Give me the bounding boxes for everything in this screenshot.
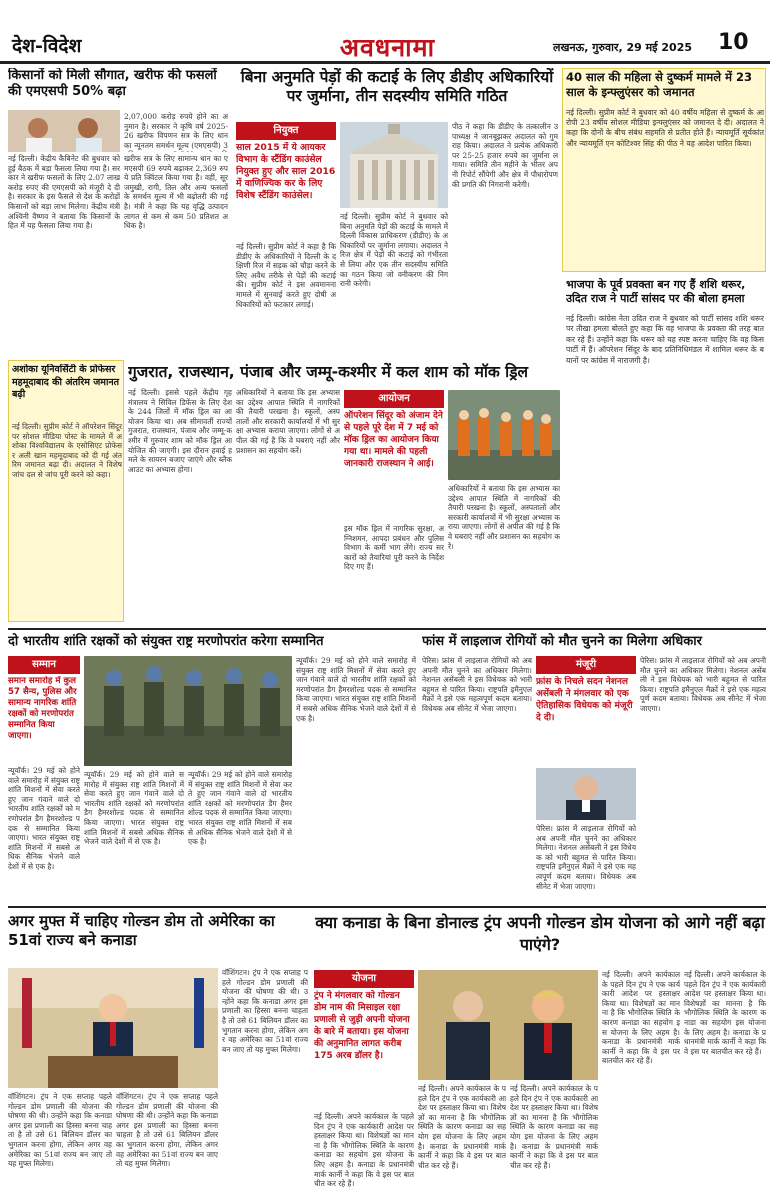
article-msp-body-lead: 2,07,000 करोड़ रुपये होने का अनुमान है। सरकार ने कृषि वर्ष 2025-26 खरीफ विपणन सत्र के लिए धान का न्यूनतम समर्थन मूल्य (एमएसपी) 3 [124,112,228,150]
article-msp-body-continued: खरीफ सत्र के लिए सामान्य धान का एमएसपी 69 रुपये बढ़ाकर 2,369 रुपये प्रति क्विंटल किया गया है। वहीं, सूरजमुखी, रागी, तिल और अन्य फसलों के समर्थन मूल्य में भी बढ़ोतरी की गई है। मंत्री ने कहा कि यह वृद्धि उत्पादन लागत से कम से कम 50 प्रतिशत अधिक है। [124,154,228,231]
carney-trump-photo [418,970,598,1080]
article-trees-headline: बिना अनुमति पेड़ों की कटाई के लिए डीडीए अधिकारियों पर जुर्माना, तीन सदस्यीय समिति गठित [240,68,554,105]
article-goldendome-body-col3: वॉशिंगटन। ट्रंप ने एक सप्ताह पहले गोल्डन डोम प्रणाली की योजना की घोषणा की थी। उन्होंने कहा कि कनाडा अगर इस प्रणाली का हिस्सा बनना चाहता है तो उसे 61 बिलियन डॉलर का भुगतान करना होगा, लेकिन अगर वह अमेरिका का 51वां राज्य बन जाए तो यह मुफ्त मिलेगा। [222,968,308,1054]
article-france-body-continued: पेरिस। फ्रांस में लाइलाज रोगियों को अब अपनी मौत चुनने का अधिकार मिलेगा। नेशनल असेंबली ने इस विधेयक को भारी बहुमत से पारित किया। राष्ट्रपति इमैनुएल मैक्रों ने इसे एक महत्वपूर्ण कदम बताया। विधेयक अब सीनेट में भेजा जाएगा। [536,824,636,891]
article-canada-body-col4: नई दिल्ली। अपने कार्यकाल के पहले दिन ट्रंप ने एक कार्यकारी आदेश पर हस्ताक्षर किया था। विशेषज्ञों का मानना है कि भौगोलिक स्थिति के कारण कनाडा का सहयोग इस योजना के लिए अहम है। कनाडा के प्रधानमंत्री मार्क कार्नी ने कहा कि वे इस पर बातचीत कर रहे हैं। [602,970,680,1066]
label-niyukt: नियुक्त [236,122,336,140]
article-canada-body-col3: नई दिल्ली। अपने कार्यकाल के पहले दिन ट्रंप ने एक कार्यकारी आदेश पर हस्ताक्षर किया था। विशेषज्ञों का मानना है कि भौगोलिक स्थिति के कारण कनाडा का सहयोग इस योजना के लिए अहम है। कनाडा के प्रधानमंत्री मार्क कार्नी ने कहा कि वे इस पर बातचीत कर रहे हैं। [510,1084,598,1170]
supreme-court-photo [340,122,448,208]
article-france-body: पेरिस। फ्रांस में लाइलाज रोगियों को अब अपनी मौत चुनने का अधिकार मिलेगा। नेशनल असेंबली ने इस विधेयक को भारी बहुमत से पारित किया। राष्ट्रपति इमैनुएल मैक्रों ने इसे एक महत्वपूर्ण कदम बताया। विधेयक अब सीनेट में भेजा जाएगा। [422,656,532,713]
article-canada-body-continued: नई दिल्ली। अपने कार्यकाल के पहले दिन ट्रंप ने एक कार्यकारी आदेश पर हस्ताक्षर किया था। विशेषज्ञों का मानना है कि भौगोलिक स्थिति के कारण कनाडा का सहयोग इस योजना के लिए अहम है। कनाडा के प्रधानमंत्री मार्क कार्नी ने कहा कि वे इस पर बातचीत कर रहे हैं। [418,1084,506,1170]
section-title: देश-विदेश [12,35,82,57]
article-peacekeepers-highlight: समान समारोह में कुल 57 सैन्य, पुलिस और सामान्य नागरिक शांति रक्षकों को मरणोपरांत सम्मानित किया जाएगा। [8,676,77,741]
article-mockdrill-body-continued: अधिकारियों ने बताया कि इस अभ्यास का उद्देश्य आपात स्थिति में नागरिकों की तैयारी परखना है। स्कूलों, अस्पतालों और सरकारी कार्यालयों में भी सुरक्षा अभ्यास कराया जाएगा। लोगों से अपील की गई है कि वे घबराएं नहीं और प्रशासन का सहयोग करें। [236,388,340,455]
label-yojana: योजना [314,970,414,988]
article-canada-body-col5: नई दिल्ली। अपने कार्यकाल के पहले दिन ट्रंप ने एक कार्यकारी आदेश पर हस्ताक्षर किया था। विशेषज्ञों का मानना है कि भौगोलिक स्थिति के कारण कनाडा का सहयोग इस योजना के लिए अहम है। कनाडा के प्रधानमंत्री मार्क कार्नी ने कहा कि वे इस पर बातचीत कर रहे हैं। [684,970,766,1056]
article-mockdrill-body: नई दिल्ली। इससे पहले केंद्रीय गृह मंत्रालय ने सिविल डिफेंस के लिए देश के 244 जिलों में मॉक ड्रिल का आयोजन किया था। अब सीमावर्ती राज्यों गुजरात, राजस्थान, पंजाब और जम्मू-कश्मीर में गुरुवार शाम को मॉक ड्रिल आयोजित की जाएगी। इस दौरान हवाई हमले के सायरन बजाए जाएंगे और ब्लैकआउट का अभ्यास होगा। [128,388,232,474]
article-msp-body: नई दिल्ली। केंद्रीय कैबिनेट की बुधवार को हुई बैठक में बड़ा फैसला लिया गया है। सरकार ने खरीफ फसलों के लिए 2.07 लाख करोड़ रुपए की एमएसपी को मंजूरी दे दी है। सरकार के इस फैसले से देश के करोड़ों किसानों को बड़ा लाभ मिलेगा। केंद्रीय मंत्री अश्विनी वैष्णव ने बताया कि किसानों के हित में यह फैसला लिया गया है। [8,154,120,231]
article-trees-body: नई दिल्ली। सुप्रीम कोर्ट ने बुधवार को बिना अनुमति पेड़ों की कटाई के मामले में दिल्ली विकास प्राधिकरण (डीडीए) के अधिकारियों पर जुर्माना लगाया। अदालत ने रिज क्षेत्र में पेड़ों की कटाई को गंभीरता से लिया और एक तीन सदस्यीय समिति का गठन किया जो वनीकरण की निगरानी करेगी। [340,212,448,289]
peacekeepers-photo [84,656,292,766]
article-france-highlight: फ्रांस के निचले सदन नेशनल असेंबली ने मंगलवार को एक ऐतिहासिक विधेयक को मंजूरी दे दी। [536,677,633,723]
article-peacekeepers-body-continued: न्यूयॉर्क। 29 मई को होने वाले समारोह में संयुक्त राष्ट्र शांति मिशनों में सेवा करते हुए जान गंवाने वाले दो भारतीय शांति रक्षकों को मरणोपरांत डैग हैमरशोल्ड पदक से सम्मानित किया जाएगा। भारत संयुक्त राष्ट्र शांति मिशनों में सबसे अधिक सैनिक भेजने वाले देशों में से एक है। [84,770,184,847]
article-canada-body: नई दिल्ली। अपने कार्यकाल के पहले दिन ट्रंप ने एक कार्यकारी आदेश पर हस्ताक्षर किया था। विशेषज्ञों का मानना है कि भौगोलिक स्थिति के कारण कनाडा का सहयोग इस योजना के लिए अहम है। कनाडा के प्रधानमंत्री मार्क कार्नी ने कहा कि वे इस पर बातचीत कर रहे हैं। [314,1112,414,1189]
section-divider [8,628,766,630]
label-manjuri: मंजूरी [536,656,636,674]
article-sindoor-highlight: ऑपरेशन सिंदूर को अंजाम देने से पहले पूरे देश में 7 मई को मॉक ड्रिल का आयोजन किया गया था। मामले की पहली जानकारी राजस्थान ने आई। [344,411,443,469]
page-number: 10 [718,30,749,55]
article-mockdrill-headline: गुजरात, राजस्थान, पंजाब और जम्मू-कश्मीर में कल शाम को मॉक ड्रिल [128,363,528,381]
dateline: लखनऊ, गुरुवार, 29 मई 2025 [553,41,693,54]
article-peacekeepers-body-col4: न्यूयॉर्क। 29 मई को होने वाले समारोह में संयुक्त राष्ट्र शांति मिशनों में सेवा करते हुए जान गंवाने वाले दो भारतीय शांति रक्षकों को मरणोपरांत डैग हैमरशोल्ड पदक से सम्मानित किया जाएगा। भारत संयुक्त राष्ट्र शांति मिशनों में सबसे अधिक सैनिक भेजने वाले देशों में से एक है। [296,656,416,723]
article-bail-body: नई दिल्ली। सुप्रीम कोर्ट ने बुधवार को 40 वर्षीय महिला से दुष्कर्म के आरोपी 23 वर्षीय सोशल मीडिया इन्फ्लुएंसर को जमानत दे दी। अदालत ने कहा कि दोनों के बीच संबंध सहमति से प्रतीत होते हैं। न्यायमूर्ति सूर्यकांत और न्यायमूर्ति एन कोटिश्वर सिंह की पीठ ने यह आदेश पारित किया। [566,108,764,148]
article-appointment-highlight: साल 2015 में ये आयकर विभाग के स्टैंडिंग काउंसेल नियुक्त हुए और साल 2016 में वाणिज्यिक कर के लिए विशेष स्टैंडिंग काउंसेल। [236,142,336,201]
article-bail-headline: 40 साल की महिला से दुष्कर्म मामले में 23 साल के इन्फ्लुएंसर को जमानत [566,70,752,99]
article-trees-body-continued: पीठ ने कहा कि डीडीए के तत्कालीन उपाध्यक्ष ने जानबूझकर अदालत को गुमराह किया। अदालत ने प्रत्येक अधिकारी पर 25-25 हजार रुपये का जुर्माना लगाया। समिति तीन महीने के भीतर अपनी रिपोर्ट सौंपेगी और क्षेत्र में पौधारोपण की प्रगति की निगरानी करेगी। [452,122,558,189]
article-peacekeepers-headline: दो भारतीय शांति रक्षकों को संयुक्त राष्ट्र मरणोपरांत करेगा सम्मानित [8,634,324,649]
newspaper-logo: अवधनामा [339,33,436,62]
article-ashoka-body: नई दिल्ली। सुप्रीम कोर्ट ने ऑपरेशन सिंदूर पर सोशल मीडिया पोस्ट के मामले में अशोका विश्वविद्यालय के एसोसिएट प्रोफेसर अली खान महमूदाबाद को दी गई अंतरिम जमानत बढ़ा दी। अदालत ने विशेष जांच दल से जांच पूरी करने को कहा। [12,422,122,479]
label-samman: सम्मान [8,656,80,674]
section-divider-2 [8,906,766,908]
trump-oval-office-photo [8,968,218,1088]
article-france-body-col3: पेरिस। फ्रांस में लाइलाज रोगियों को अब अपनी मौत चुनने का अधिकार मिलेगा। नेशनल असेंबली ने इस विधेयक को भारी बहुमत से पारित किया। राष्ट्रपति इमैनुएल मैक्रों ने इसे एक महत्वपूर्ण कदम बताया। विधेयक अब सीनेट में भेजा जाएगा। [640,656,766,713]
article-canada-headline: क्या कनाडा के बिना डोनाल्ड ट्रंप अपनी गोल्डन डोम योजना को आगे नहीं बढ़ा पाएंगे? [315,913,765,954]
article-msp-headline: किसानों को मिली सौगात, खरीफ की फसलों की एमएसपी 50% बढ़ा [8,68,217,99]
article-peacekeepers-body: न्यूयॉर्क। 29 मई को होने वाले समारोह में संयुक्त राष्ट्र शांति मिशनों में सेवा करते हुए जान गंवाने वाले दो भारतीय शांति रक्षकों को मरणोपरांत डैग हैमरशोल्ड पदक से सम्मानित किया जाएगा। भारत संयुक्त राष्ट्र शांति मिशनों में सबसे अधिक सैनिक भेजने वाले देशों में से एक है। [8,766,80,871]
article-tharoor-headline: भाजपा के पूर्व प्रवक्ता बन गए हैं शशि थरूर, उदित राज ने पार्टी सांसद पर की बोला हमला [566,278,746,305]
macron-photo [536,768,636,820]
minister-photo [8,110,120,152]
article-canada-highlight: ट्रंप ने मंगलवार को गोल्डन डोम नाम की मिसाइल रक्षा प्रणाली से जुड़ी अपनी योजना के बारे में बताया। इस योजना की अनुमानित लागत करीब 175 अरब डॉलर है। [314,991,410,1061]
article-appointment-body: नई दिल्ली। सुप्रीम कोर्ट ने कहा है कि डीडीए के अधिकारियों ने दिल्ली के दक्षिणी रिज में सड़क को चौड़ा करने के लिए अवैध तरीके से पेड़ों की कटाई की। सुप्रीम कोर्ट ने इस अवमानना मामले में सुनवाई करते हुए दोषी अधिकारियों को फटकार लगाई। [236,242,336,309]
article-sindoor-body: इस मॉक ड्रिल में नागरिक सुरक्षा, अग्निशमन, आपदा प्रबंधन और पुलिस विभाग के कर्मी भाग लेंगे। राज्य सरकारों को तैयारियां पूरी करने के निर्देश दिए गए हैं। [344,524,444,572]
article-france-headline: फांस में लाइलाज रोगियों को मौत चुनने का मिलेगा अधिकार [422,634,702,649]
article-mockdrill-side-body: अधिकारियों ने बताया कि इस अभ्यास का उद्देश्य आपात स्थिति में नागरिकों की तैयारी परखना है। स्कूलों, अस्पतालों और सरकारी कार्यालयों में भी सुरक्षा अभ्यास कराया जाएगा। लोगों से अपील की गई है कि वे घबराएं नहीं और प्रशासन का सहयोग करें। [448,484,560,551]
article-goldendome-body: वॉशिंगटन। ट्रंप ने एक सप्ताह पहले गोल्डन डोम प्रणाली की योजना की घोषणा की थी। उन्होंने कहा कि कनाडा अगर इस प्रणाली का हिस्सा बनना चाहता है तो उसे 61 बिलियन डॉलर का भुगतान करना होगा, लेकिन अगर वह अमेरिका का 51वां राज्य बन जाए तो यह मुफ्त मिलेगा। [8,1092,112,1169]
article-peacekeepers-body-col3: न्यूयॉर्क। 29 मई को होने वाले समारोह में संयुक्त राष्ट्र शांति मिशनों में सेवा करते हुए जान गंवाने वाले दो भारतीय शांति रक्षकों को मरणोपरांत डैग हैमरशोल्ड पदक से सम्मानित किया जाएगा। भारत संयुक्त राष्ट्र शांति मिशनों में सबसे अधिक सैनिक भेजने वाले देशों में से एक है। [188,770,292,847]
article-goldendome-headline: अगर मुफ्त में चाहिए गोल्डन डोम तो अमेरिका का 51वां राज्य बने कनाडा [8,912,275,949]
mockdrill-photo [448,390,560,480]
label-aayojan: आयोजन [344,390,444,408]
article-ashoka-headline: अशोका यूनिवर्सिटी के प्रोफेसर महमूदाबाद की अंतरिम जमानत बढ़ी [12,364,120,400]
article-goldendome-body-continued: वॉशिंगटन। ट्रंप ने एक सप्ताह पहले गोल्डन डोम प्रणाली की योजना की घोषणा की थी। उन्होंने कहा कि कनाडा अगर इस प्रणाली का हिस्सा बनना चाहता है तो उसे 61 बिलियन डॉलर का भुगतान करना होगा, लेकिन अगर वह अमेरिका का 51वां राज्य बन जाए तो यह मुफ्त मिलेगा। [116,1092,218,1169]
article-tharoor-body: नई दिल्ली। कांग्रेस नेता उदित राज ने बुधवार को पार्टी सांसद शशि थरूर पर तीखा हमला बोलते हुए कहा कि वह भाजपा के प्रवक्ता की तरह बात कर रहे हैं। उन्होंने कहा कि थरूर को यह स्पष्ट करना चाहिए कि वह किस पार्टी में हैं। ऑपरेशन सिंदूर के बाद प्रतिनिधिमंडल में शामिल थरूर के बयानों पर कांग्रेस में नाराजगी है। [566,314,764,365]
masthead [0,0,770,64]
